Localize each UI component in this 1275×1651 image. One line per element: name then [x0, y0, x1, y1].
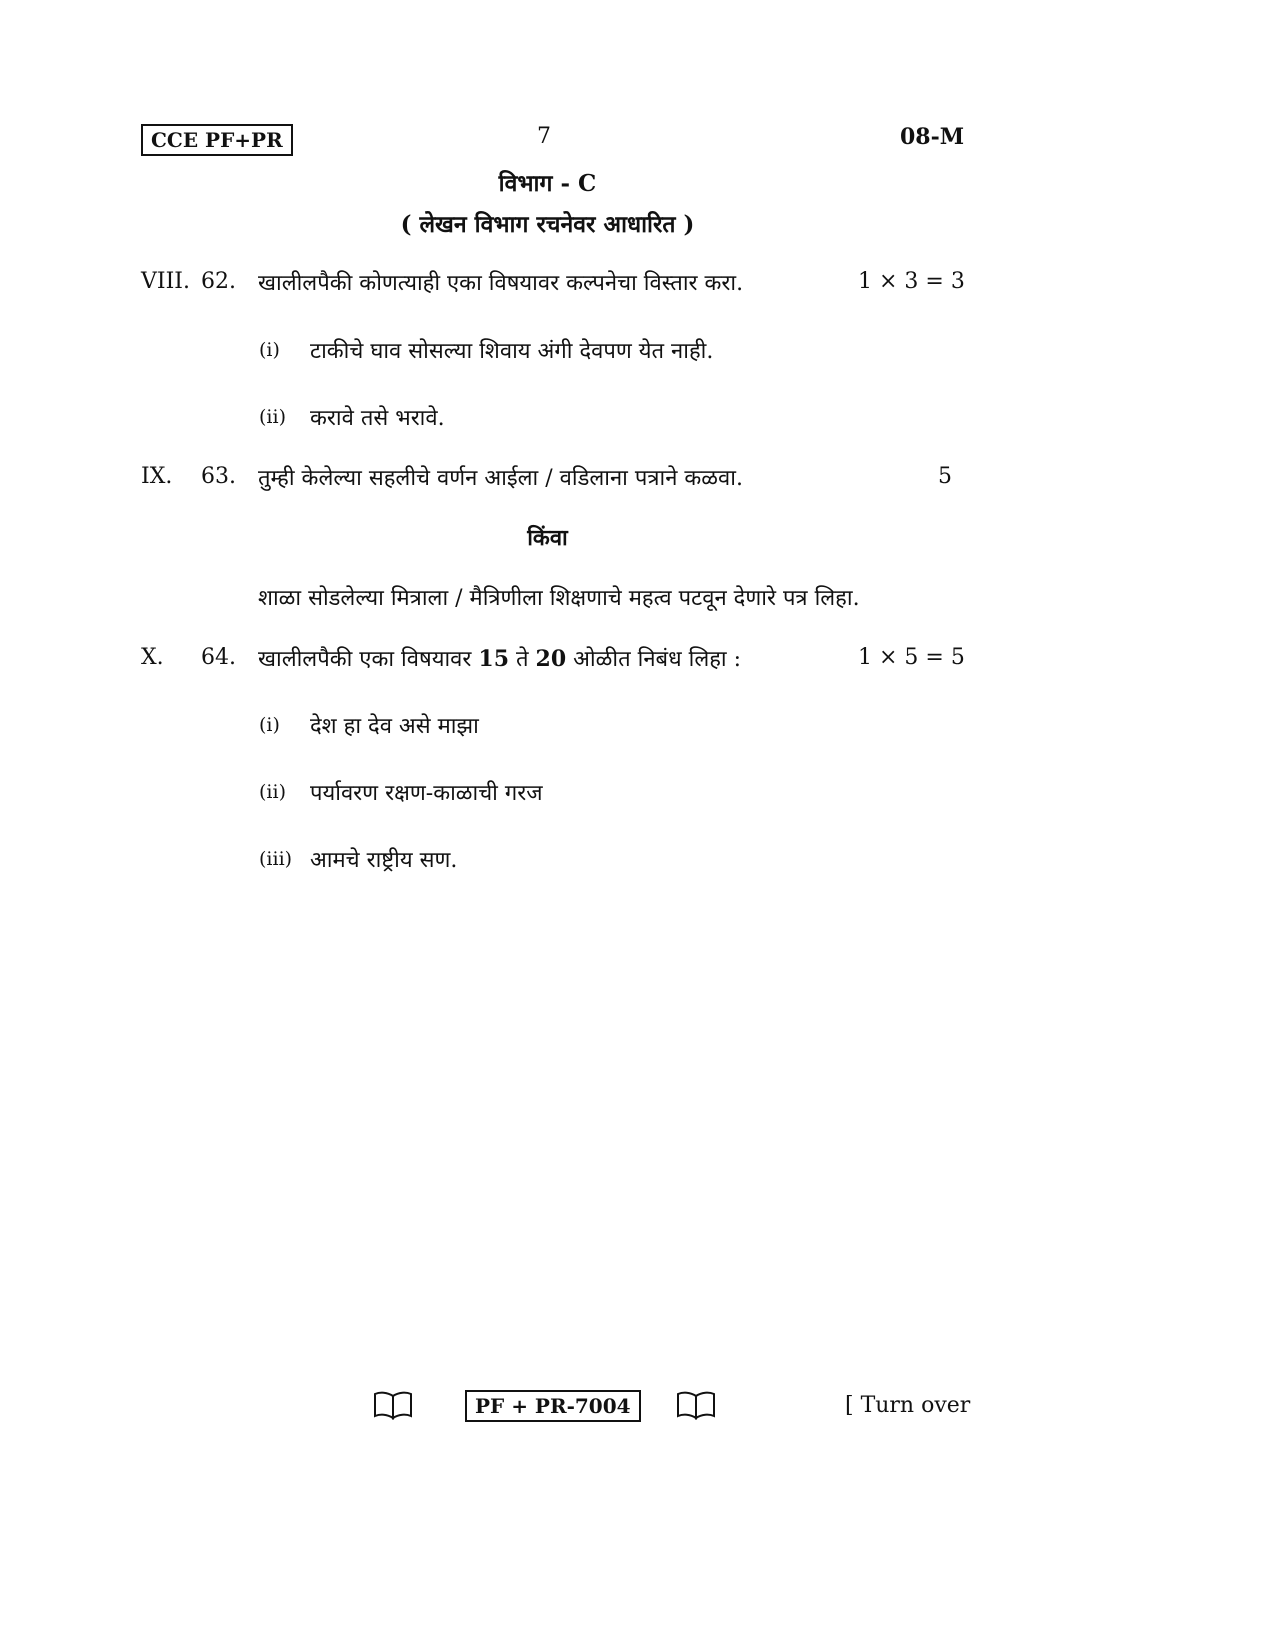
option-text: टाकीचे घाव सोसल्या शिवाय अंगी देवपण येत नाही.	[310, 339, 714, 364]
question-number: 62.	[201, 269, 236, 294]
open-book-icon	[373, 1390, 413, 1420]
question-roman: VIII.	[141, 269, 190, 294]
option-text: पर्यावरण रक्षण-काळाची गरज	[310, 781, 543, 806]
question-text: खालीलपैकी कोणत्याही एका विषयावर कल्पनेचा विस्तार करा.	[258, 271, 744, 296]
or-label: किंवा	[527, 525, 568, 551]
option-text: करावे तसे भरावे.	[310, 406, 445, 431]
option-label: (iii)	[259, 848, 293, 870]
question-number: 63.	[201, 464, 236, 489]
open-book-icon	[676, 1390, 716, 1420]
question-roman: IX.	[141, 464, 173, 489]
section-title	[0, 166, 1095, 198]
option-text: देश हा देव असे माझा	[310, 714, 479, 739]
question-roman: X.	[141, 645, 164, 670]
line-count-max: 20	[535, 646, 567, 672]
question-marks: 5	[938, 464, 952, 489]
footer-code-box: PF + PR-7004	[465, 1390, 641, 1422]
question-text	[258, 643, 741, 673]
question-marks: 1 × 5 = 5	[858, 645, 965, 670]
section-subtitle: ( लेखन विभाग रचनेवर आधारित )	[400, 211, 695, 238]
question-number: 64.	[201, 645, 236, 670]
option-label: (i)	[259, 714, 280, 736]
section-title-prefix: विभाग -	[498, 170, 579, 197]
line-count-min: 15	[478, 646, 510, 672]
option-label: (ii)	[259, 406, 286, 428]
option-label: (i)	[259, 339, 280, 361]
turn-over-label: [ Turn over	[845, 1393, 971, 1418]
alternative-question: शाळा सोडलेल्या मित्राला / मैत्रिणीला शिक्षणाचे महत्व पटवून देणारे पत्र लिहा.	[258, 586, 860, 611]
header-code-box: CCE PF+PR	[141, 124, 293, 156]
question-text-mid: ते	[509, 647, 536, 672]
question-marks: 1 × 3 = 3	[858, 269, 965, 294]
section-title-letter: C	[578, 170, 597, 197]
page-number: 7	[537, 124, 551, 149]
question-text: तुम्ही केलेल्या सहलीचे वर्णन आईला / वडिलाना पत्राने कळवा.	[258, 466, 743, 491]
paper-code: 08-M	[900, 124, 965, 150]
option-label: (ii)	[259, 781, 286, 803]
question-text-after: ओळीत निबंध लिहा :	[566, 647, 742, 672]
question-text-before: खालीलपैकी एका विषयावर	[258, 647, 479, 672]
option-text: आमचे राष्ट्रीय सण.	[310, 848, 458, 873]
